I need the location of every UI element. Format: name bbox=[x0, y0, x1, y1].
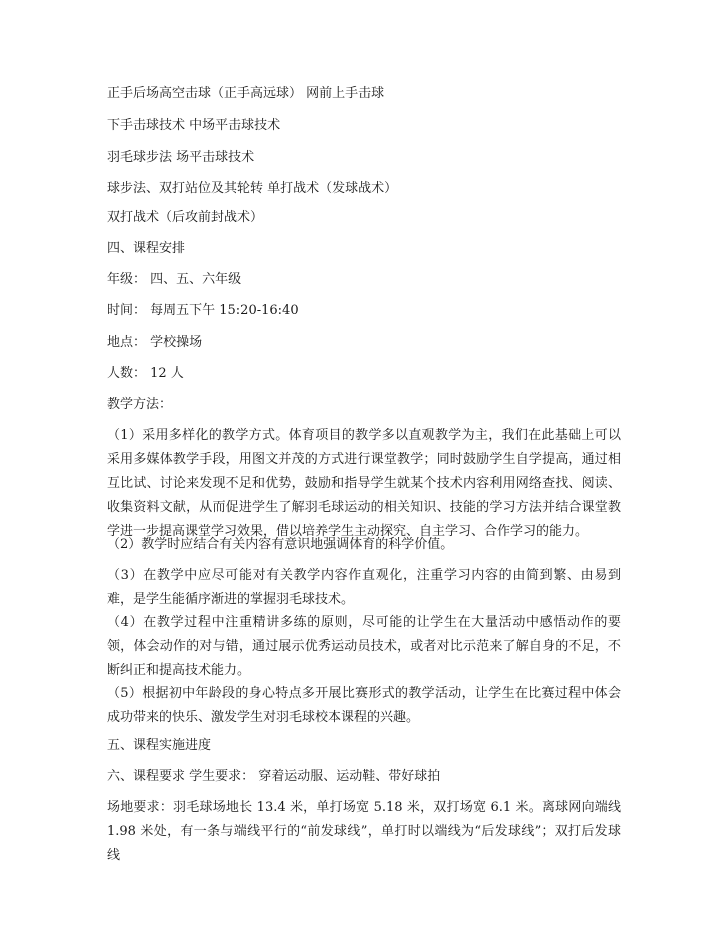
text-line-1: 正手后场高空击球（正手高远球） 网前上手击球 bbox=[107, 86, 385, 101]
method-paragraph-2: （2）教学时应结合有关内容有意识地强调体育的科学价值。 bbox=[107, 537, 454, 552]
method-paragraph-3: （3）在教学中应尽可能对有关教学内容作直观化，注重学习内容的由简到繁、由易到难，是学生能循序渐进的掌握羽毛球技术。 bbox=[107, 568, 621, 607]
method-paragraph-5: （5）根据初中年龄段的身心特点多开展比赛形式的教学活动，让学生在比赛过程中体会成功带来的快乐、激发学生对羽毛球校本课程的兴趣。 bbox=[107, 686, 621, 725]
text-line-5: 双打战术（后攻前封战术） bbox=[107, 210, 264, 225]
section-heading-progress: 五、课程实施进度 bbox=[107, 738, 212, 753]
location-line: 地点： 学校操场 bbox=[107, 335, 203, 350]
text-line-3: 羽毛球步法 场平击球技术 bbox=[107, 150, 255, 165]
count-line: 人数： 12 人 bbox=[107, 366, 184, 381]
field-requirements-paragraph: 场地要求：羽毛球场地长 13.4 米，单打场宽 5.18 米，双打场宽 6.1 米。离球网向端线 1.98 米处，有一条与端线平行的“前发球线”，单打时以端线为“后发球线”；双打后发球线 bbox=[107, 800, 621, 863]
method-paragraph-4: （4）在教学过程中注重精讲多练的原则，尽可能的让学生在大量活动中感悟动作的要领，体会动作的对与错，通过展示优秀运动员技术，或者对比示范来了解自身的不足，不断纠正和提高技术能力。 bbox=[107, 615, 621, 678]
section-heading-course-schedule: 四、课程安排 bbox=[107, 241, 186, 256]
text-line-2: 下手击球技术 中场平击球技术 bbox=[107, 118, 281, 133]
teaching-method-heading: 教学方法： bbox=[107, 397, 173, 412]
grade-line: 年级： 四、五、六年级 bbox=[107, 272, 242, 287]
method-paragraph-1: （1）采用多样化的教学方式。体育项目的教学多以直观教学为主，我们在此基础上可以采用多媒体教学手段，用图文并茂的方式进行课堂教学；同时鼓励学生自学提高，通过相互比试、讨论来发现不足和优势，鼓励和指导学生就某个技术内容利用网络查找、阅读、收集资料文献，从而促进学生了解羽毛球运动的相关知识、技能的学习方法并结合课堂教学进一步提高课堂学习效果，借以培养学生主动探究、自主学习、合作学习的能力。 bbox=[107, 428, 621, 539]
section-heading-requirements: 六、课程要求 学生要求： 穿着运动服、运动鞋、带好球拍 bbox=[107, 769, 441, 784]
text-line-4: 球步法、双打站位及其轮转 单打战术（发球战术） bbox=[107, 181, 398, 196]
time-line: 时间： 每周五下午 15:20-16:40 bbox=[107, 303, 299, 318]
